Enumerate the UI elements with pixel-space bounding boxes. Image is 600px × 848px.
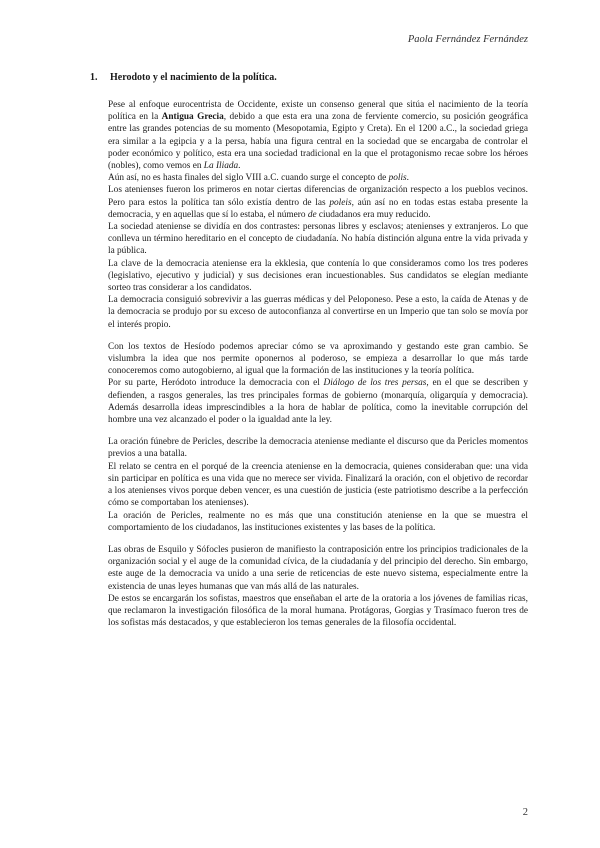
paragraph-6: La democracia consiguió sobrevivir a las guerras médicas y del Peloponeso. Pese a esto, la caída de Atenas y de la democracia se produjo por su exceso de autoconfianza al convertirse en un Imperio que tan solo se movía por el interés propio. xyxy=(108,295,528,330)
section-heading xyxy=(90,72,528,83)
paragraph-text: , aún así no en todas estas estaba presente la democracia, y en aquellas que sí lo estaba, el número xyxy=(108,197,528,220)
paragraph-text: Por su parte, Heródoto introduce la democracia con el xyxy=(108,378,324,389)
paragraph-text: ciudadanos era muy reducido. xyxy=(316,209,431,220)
paragraph-13: De estos se encargarán los sofistas, maestros que enseñaban el arte de la oratoria a los jóvenes de familias ricas, que reclamaron la investigación filosófica de la moral humana. Protágoras, Gorgias y Trasímaco fueron tres de los sofistas más destacados, y que establecieron los temas generales de la filosofía occidental. xyxy=(108,593,528,629)
paragraph-text: Pese al enfoque eurocentrista de Occidente, existe un consenso general que sitúa el nacimiento de la teoría política en la xyxy=(108,100,528,123)
italic-title-iliada: La Iliada xyxy=(203,161,239,172)
section-title: Herodoto y el nacimiento de la política. xyxy=(110,72,277,83)
italic-term-polis: polis xyxy=(388,173,407,184)
paragraph-8 xyxy=(108,377,528,426)
document-body xyxy=(108,99,528,629)
paragraph-gap xyxy=(108,534,528,544)
paragraph-text: Los atenienses fueron los primeros en notar ciertas diferencias de organización respecto a los pueblos vecinos. Pero para estos la política tan sólo existía dentro de las xyxy=(108,185,528,208)
paragraph-1 xyxy=(108,99,528,172)
paragraph-text: Aún así, no es hasta finales del siglo VIII a.C. cuando surge el concepto de xyxy=(108,173,389,184)
paragraph-text: , en el que se describen y defienden, a rasgos generales, las tres principales formas de gobierno (monarquía, oligarquía y democracia). Además desarrolla ideas imprescindibles a la hora de hablar de política, como la inevitable corrupción del hombre una vez alcanzado el poder o la igualdad ante la ley. xyxy=(108,378,528,426)
page-number: 2 xyxy=(522,807,528,818)
paragraph-text: , debido a que esta era una zona de ferviente comercio, su posición geográfica entre las grandes potencias de su momento (Mesopotamia, Egipto y Creta). En el 1200 a.C., la sociedad griega era similar a la egipcia y a la persa, había una figura central en la sociedad que se encargaba de controlar el poder económico y político, esta era una sociedad tradicional en la que el protagonismo recae sobre los héroes (nobles), como vemos en xyxy=(108,112,529,172)
italic-word: de xyxy=(307,209,317,220)
paragraph-3 xyxy=(108,184,528,221)
paragraph-10: El relato se centra en el porqué de la creencia ateniense en la democracia, quienes consideraban que: una vida sin participar en política es una vida que no merece ser vivida. Finalizará la oración, con el objetivo de recordar a los atenienses vivos porque deben vencer, es una cuestión de justicia (este patriotismo describe a la perfección cómo se comportaban los atenienses). xyxy=(108,461,528,509)
paragraph-gap xyxy=(108,331,528,341)
paragraph-2 xyxy=(108,172,528,184)
paragraph-7: Con los textos de Hesíodo podemos apreciar cómo se va aproximando y gestando este gran cambio. Se vislumbra la idea que nos permite oponernos al poderoso, se empieza a desarrollar lo que más tarde conoceremos como autogobierno, al igual que la formación de las instituciones y la teoría política. xyxy=(108,341,528,377)
bold-term-antigua-grecia: Antigua Grecia xyxy=(161,112,224,123)
italic-term-poleis: poleis xyxy=(329,197,352,208)
paragraph-9: La oración fúnebre de Pericles, describe la democracia ateniense mediante el discurso que da Pericles momentos previos a una batalla. xyxy=(108,437,528,460)
paragraph-5: La clave de la democracia ateniense era la ekklesia, que contenía lo que consideramos como los tres poderes (legislativo, ejecutivo y judicial) y sus decisiones eran incuestionables. Sus candidatos se elegían mediante sorteo tras considerar a los candidatos. xyxy=(108,258,528,294)
italic-title-dialogo: Diálogo de los tres persas xyxy=(323,378,427,389)
paragraph-text: . xyxy=(238,161,241,172)
paragraph-text: . xyxy=(406,173,409,184)
section-number: 1. xyxy=(90,72,98,83)
paragraph-gap xyxy=(108,426,528,436)
page-header-author: Paola Fernández Fernández xyxy=(407,34,528,45)
paragraph-4: La sociedad ateniense se dividía en dos contrastes: personas libres y esclavos; atenienses y extranjeros. Lo que conlleva un término hereditario en el concepto de ciudadanía. No había distinción alguna entre la vida privada y la pública. xyxy=(108,222,528,257)
paragraph-11: La oración de Pericles, realmente no es más que una constitución ateniense en la que se muestra el comportamiento de los ciudadanos, las instituciones existentes y las bases de la política. xyxy=(108,510,528,533)
paragraph-12: Las obras de Esquilo y Sófocles pusieron de manifiesto la contraposición entre los principios tradicionales de la organización social y el auge de la comunidad cívica, de la ciudadanía y del principio del derecho. Sin embargo, este auge de la democracia va unido a una serie de reticencias de este nuevo sistema, especialmente entre la existencia de unas leyes humanas que van más allá de las naturales. xyxy=(108,544,528,592)
